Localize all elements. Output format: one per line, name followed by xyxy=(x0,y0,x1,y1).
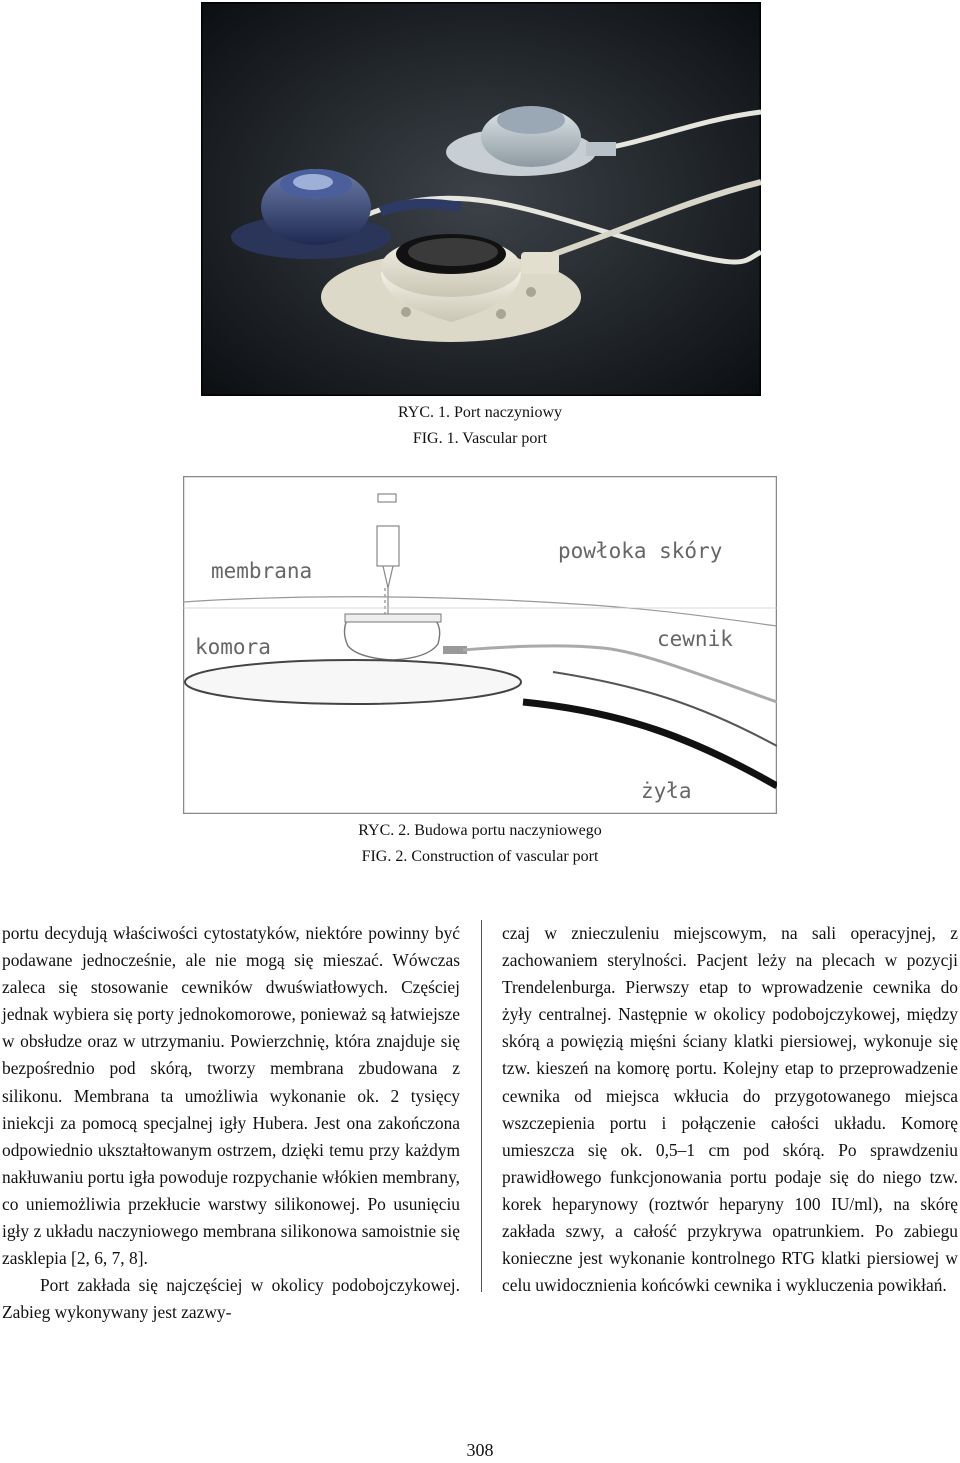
left-column xyxy=(2,920,460,1326)
figure1-caption xyxy=(0,400,960,452)
figure2-caption-pl: RYC. 2. Budowa portu naczyniowego xyxy=(358,822,602,839)
figure1-caption-en: FIG. 1. Vascular port xyxy=(412,430,548,447)
right-paragraph-1: czaj w znieczuleniu miejscowym, na sali operacyjnej, z zachowaniem sterylności. Pacjent leży na plecach w pozycji Trendelenburga. Pierwszy etap to wprowadzenie cewnika do żyły centralnej. Następnie w okolicy podobojczykowej, między skórą a powięzią mięśni ściany klatki piersiowej, wykonuje się tzw. kieszeń na komorę portu. Kolejny etap to przeprowadzenie cewnika od miejsca wkłucia do przygotowanego miejsca wszczepienia portu i połączenie całości układu. Komorę umieszcza się ok. 0,5–1 cm pod skórą. Po sprawdzeniu prawidłowego funkcjonowania portu podaje się do niego tzw. korek heparynowy (roztwór heparyny 100 IU/ml), na skórę zakłada szwy, a całość przykrywa opatrunkiem. Po zabiegu konieczne jest wykonanie kontrolnego RTG klatki piersiowej w celu uwidocznienia końcówki cewnika i wykluczenia powikłań. xyxy=(502,923,958,1296)
figure2-caption xyxy=(0,818,960,870)
base-plate xyxy=(185,660,521,704)
right-column xyxy=(502,920,958,1299)
column-divider xyxy=(481,920,482,1292)
label-komora: komora xyxy=(195,635,271,659)
page-number: 308 xyxy=(466,1440,494,1460)
figure2-caption-en: FIG. 2. Construction of vascular port xyxy=(361,848,599,865)
vascular-port-photo xyxy=(201,2,761,396)
label-cewnik: cewnik xyxy=(657,627,733,651)
label-zyla: żyła xyxy=(641,779,692,803)
left-paragraph-1: portu decydują właściwości cytostatyków, niektóre powinny być podawane jednocześnie, ale nie mogą się mieszać. Wówczas zaleca się stosowanie cewników dwuświatłowych. Częściej jednak wybiera się porty jednokomorowe, ponieważ są łatwiejsze w obsłudze oraz w utrzymaniu. Powierzchnię, która znajduje się bezpośrednio pod skórą, tworzy membrana zbudowana z silikonu. Membrana ta umożliwia wykonanie ok. 2 tysięcy iniekcji za pomocą specjalnej igły Hubera. Jest ona zakończona odpowiednio ukształtowanym ostrzem, dzięki temu przy każdym nakłuwaniu portu igła powoduje rozpychanie włókien membrany, co uniemożliwia przekłucie warstwy silikonowej. Po usunięciu igły z układu naczyniowego membrana silikonowa samoistnie się zasklepia [2, 6, 7, 8]. xyxy=(2,923,460,1269)
label-powloka-skory: powłoka skóry xyxy=(558,539,723,563)
left-paragraph-2: Port zakłada się najczęściej w okolicy podobojczykowej. Zabieg wykonywany jest zazwy- xyxy=(2,1275,460,1323)
port-construction-diagram xyxy=(183,476,777,814)
label-membrana: membrana xyxy=(211,559,313,583)
figure1-caption-pl: RYC. 1. Port naczyniowy xyxy=(398,404,562,421)
